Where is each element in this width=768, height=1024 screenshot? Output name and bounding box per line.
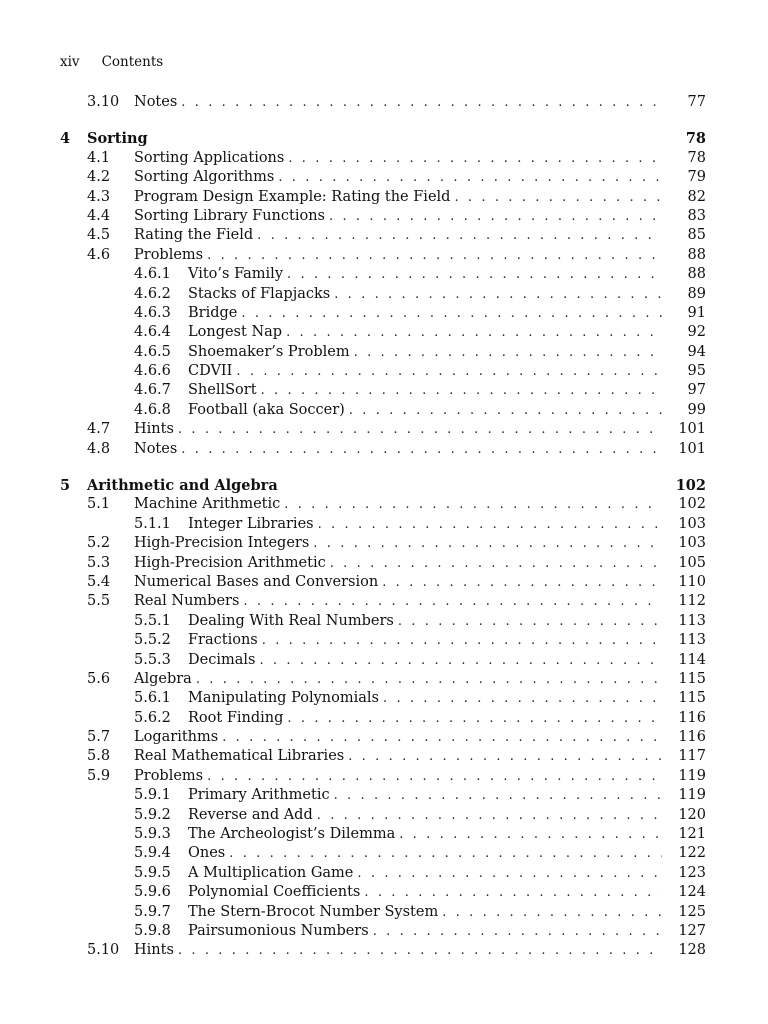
dot-leader (364, 883, 662, 902)
entry-number: 5.6 (87, 670, 111, 687)
entry-title: Polynomial Coefficients (188, 883, 364, 902)
entry-page-number: 82 (687, 188, 706, 205)
entry-number: 5.9.5 (134, 864, 171, 881)
toc-subsection-entry (60, 265, 706, 284)
entry-number: 4.6.3 (134, 304, 171, 321)
dot-leader (382, 573, 662, 592)
entry-page-number: 120 (678, 806, 706, 823)
dot-leader (241, 304, 662, 323)
entry-title: Problems (134, 246, 207, 265)
toc-subsection-entry (60, 362, 706, 381)
dot-leader (196, 670, 662, 689)
entry-title: Fractions (188, 631, 262, 650)
toc-subsection-entry (60, 786, 706, 805)
entry-title: Real Mathematical Libraries (134, 747, 348, 766)
toc-section-entry (60, 440, 706, 459)
dot-leader (313, 534, 662, 553)
dot-leader (261, 381, 662, 400)
entry-title: A Multiplication Game (188, 864, 357, 883)
entry-page-number: 89 (687, 285, 706, 302)
entry-page-number: 101 (678, 440, 706, 457)
toc-section-entry (60, 728, 706, 747)
entry-title: Decimals (188, 651, 259, 670)
entry-number: 5.8 (87, 748, 111, 765)
dot-leader (236, 362, 662, 381)
entry-number: 5.9 (87, 767, 111, 784)
entry-number: 4.6.1 (134, 266, 171, 283)
entry-page-number: 95 (687, 363, 706, 380)
toc-section-entry (60, 495, 706, 514)
entry-number: 5.5 (87, 593, 111, 610)
entry-page-number: 78 (687, 149, 706, 166)
entry-number: 4.2 (87, 169, 111, 186)
entry-number: 5.9.6 (134, 884, 171, 901)
dot-leader (329, 207, 662, 226)
dot-leader (181, 93, 662, 112)
dot-leader (178, 420, 662, 439)
dot-leader (288, 149, 662, 168)
entry-number: 4.6.8 (134, 401, 171, 418)
entry-page-number: 119 (678, 787, 706, 804)
toc-subsection-entry (60, 612, 706, 631)
entry-page-number: 124 (678, 884, 706, 901)
entry-page-number: 115 (678, 690, 706, 707)
toc-section-entry (60, 168, 706, 187)
toc-subsection-entry (60, 304, 706, 323)
entry-number: 5.6.1 (134, 690, 171, 707)
toc-section-entry (60, 246, 706, 265)
toc-subsection-entry (60, 844, 706, 863)
dot-leader (354, 343, 662, 362)
dot-leader (229, 844, 662, 863)
entry-title: Sorting Applications (134, 149, 288, 168)
dot-leader (207, 246, 662, 265)
entry-title: Arithmetic and Algebra (87, 476, 282, 495)
entry-number: 5.5.2 (134, 632, 171, 649)
toc-section-entry (60, 767, 706, 786)
table-of-contents (60, 93, 706, 961)
entry-page-number: 123 (678, 864, 706, 881)
entry-page-number: 79 (687, 169, 706, 186)
entry-title: Root Finding (188, 709, 287, 728)
entry-page-number: 125 (678, 903, 706, 920)
entry-page-number: 83 (687, 207, 706, 224)
entry-page-number: 97 (687, 382, 706, 399)
entry-title: Real Numbers (134, 592, 243, 611)
entry-page-number: 103 (678, 535, 706, 552)
entry-page-number: 116 (678, 729, 706, 746)
running-head (60, 54, 163, 70)
toc-subsection-entry (60, 651, 706, 670)
entry-title: Machine Arithmetic (134, 495, 284, 514)
dot-leader (317, 806, 662, 825)
page-number: xiv (60, 54, 80, 70)
entry-title: Bridge (188, 304, 241, 323)
dot-leader (348, 747, 662, 766)
entry-number: 5.2 (87, 535, 111, 552)
toc-subsection-entry (60, 825, 706, 844)
entry-number: 4 (60, 130, 71, 148)
dot-leader (222, 728, 662, 747)
entry-number: 5.1.1 (134, 515, 171, 532)
dot-leader (243, 592, 662, 611)
entry-title: Problems (134, 767, 207, 786)
entry-page-number: 101 (678, 421, 706, 438)
entry-number: 5.9.7 (134, 903, 171, 920)
toc-subsection-entry (60, 323, 706, 342)
entry-title: The Archeologist’s Dilemma (188, 825, 399, 844)
entry-number: 4.8 (87, 440, 111, 457)
entry-title: Ones (188, 844, 229, 863)
entry-number: 5.7 (87, 729, 111, 746)
entry-page-number: 122 (678, 845, 706, 862)
entry-number: 5.3 (87, 554, 111, 571)
dot-leader (357, 864, 662, 883)
entry-title: Primary Arithmetic (188, 786, 334, 805)
entry-title: Integer Libraries (188, 515, 318, 534)
toc-section-entry (60, 226, 706, 245)
entry-number: 4.4 (87, 207, 111, 224)
entry-number: 5.10 (87, 942, 120, 959)
toc-subsection-entry (60, 922, 706, 941)
dot-leader (181, 440, 662, 459)
entry-number: 4.6.4 (134, 324, 171, 341)
entry-number: 5.9.4 (134, 845, 171, 862)
dot-leader (207, 767, 662, 786)
entry-title: Program Design Example: Rating the Field (134, 188, 454, 207)
entry-page-number: 115 (678, 670, 706, 687)
entry-title: The Stern-Brocot Number System (188, 903, 442, 922)
entry-number: 4.6.5 (134, 343, 171, 360)
dot-leader (278, 168, 662, 187)
toc-subsection-entry (60, 515, 706, 534)
entry-number: 5.9.1 (134, 787, 171, 804)
toc-section-entry (60, 207, 706, 226)
dot-leader (442, 903, 662, 922)
entry-number: 5.9.3 (134, 826, 171, 843)
entry-title: High-Precision Arithmetic (134, 554, 330, 573)
entry-page-number: 92 (687, 324, 706, 341)
entry-page-number: 103 (678, 515, 706, 532)
entry-number: 4.6.2 (134, 285, 171, 302)
entry-page-number: 102 (675, 477, 706, 495)
entry-page-number: 88 (687, 246, 706, 263)
entry-page-number: 102 (678, 496, 706, 513)
dot-leader (286, 323, 662, 342)
entry-page-number: 88 (687, 266, 706, 283)
dot-leader (257, 226, 662, 245)
toc-subsection-entry (60, 864, 706, 883)
toc-section-entry (60, 188, 706, 207)
dot-leader (259, 651, 662, 670)
toc-section-entry (60, 748, 706, 767)
entry-number: 4.3 (87, 188, 111, 205)
entry-page-number: 117 (678, 748, 706, 765)
entry-title: Sorting (87, 129, 152, 148)
entry-number: 4.7 (87, 421, 111, 438)
entry-title: Dealing With Real Numbers (188, 612, 398, 631)
dot-leader (373, 922, 662, 941)
toc-section-entry (60, 149, 706, 168)
dot-leader (330, 554, 662, 573)
entry-page-number: 112 (678, 593, 706, 610)
toc-section-entry (60, 554, 706, 573)
toc-subsection-entry (60, 401, 706, 420)
entry-title: Notes (134, 93, 181, 112)
entry-page-number: 114 (678, 651, 706, 668)
entry-page-number: 77 (687, 93, 706, 110)
entry-page-number: 99 (687, 401, 706, 418)
entry-title: Algebra (134, 670, 196, 689)
toc-subsection-entry (60, 381, 706, 400)
entry-page-number: 113 (678, 612, 706, 629)
entry-number: 4.6.7 (134, 382, 171, 399)
toc-section-entry (60, 573, 706, 592)
running-title: Contents (101, 54, 164, 70)
dot-leader (398, 612, 662, 631)
dot-leader (349, 401, 662, 420)
entry-title: Logarithms (134, 728, 222, 747)
dot-leader (287, 265, 662, 284)
entry-title: CDVII (188, 362, 236, 381)
toc-section-entry (60, 93, 706, 112)
entry-title: Sorting Algorithms (134, 168, 278, 187)
toc-section-entry (60, 941, 706, 960)
entry-number: 5.4 (87, 573, 111, 590)
entry-number: 4.6.6 (134, 363, 171, 380)
entry-title: Hints (134, 420, 178, 439)
entry-title: Vito’s Family (188, 265, 287, 284)
toc-subsection-entry (60, 285, 706, 304)
entry-number: 4.5 (87, 227, 111, 244)
entry-title: High-Precision Integers (134, 534, 313, 553)
entry-page-number: 121 (678, 826, 706, 843)
entry-page-number: 110 (678, 573, 706, 590)
entry-title: Numerical Bases and Conversion (134, 573, 382, 592)
entry-title: Reverse and Add (188, 806, 317, 825)
entry-page-number: 119 (678, 767, 706, 784)
entry-page-number: 105 (678, 554, 706, 571)
toc-subsection-entry (60, 709, 706, 728)
toc-section-entry (60, 534, 706, 553)
entry-number: 4.6 (87, 246, 111, 263)
entry-number: 5.6.2 (134, 709, 171, 726)
entry-title: Hints (134, 941, 178, 960)
entry-title: Shoemaker’s Problem (188, 343, 354, 362)
dot-leader (262, 631, 662, 650)
toc-subsection-entry (60, 883, 706, 902)
entry-title: Pairsumonious Numbers (188, 922, 373, 941)
entry-number: 5 (60, 477, 71, 495)
toc-subsection-entry (60, 689, 706, 708)
toc-section-entry (60, 670, 706, 689)
dot-leader (287, 709, 662, 728)
toc-section-entry (60, 420, 706, 439)
dot-leader (334, 285, 662, 304)
entry-title: Longest Nap (188, 323, 286, 342)
entry-number: 5.9.8 (134, 923, 171, 939)
entry-title: Notes (134, 440, 181, 459)
dot-leader (178, 941, 662, 960)
entry-page-number: 94 (687, 343, 706, 360)
dot-leader (454, 188, 662, 207)
entry-title: Manipulating Polynomials (188, 689, 383, 708)
toc-section-entry (60, 592, 706, 611)
toc-chapter-entry (60, 129, 706, 148)
dot-leader (383, 689, 662, 708)
toc-subsection-entry (60, 631, 706, 650)
entry-page-number: 113 (678, 632, 706, 649)
entry-number: 5.1 (87, 496, 111, 513)
entry-number: 5.9.2 (134, 806, 171, 823)
entry-number: 5.5.1 (134, 612, 171, 629)
entry-page-number: 91 (687, 304, 706, 321)
dot-leader (399, 825, 662, 844)
entry-page-number: 78 (685, 130, 706, 148)
entry-number: 5.5.3 (134, 651, 171, 668)
entry-number: 3.10 (87, 93, 120, 110)
toc-subsection-entry (60, 806, 706, 825)
entry-title: Sorting Library Functions (134, 207, 329, 226)
entry-title: Stacks of Flapjacks (188, 285, 334, 304)
entry-title: Rating the Field (134, 226, 257, 245)
toc-subsection-entry (60, 343, 706, 362)
entry-title: ShellSort (188, 381, 261, 400)
dot-leader (284, 495, 662, 514)
entry-page-number: 128 (678, 942, 706, 959)
entry-page-number: 85 (687, 227, 706, 244)
entry-page-number: 127 (678, 923, 706, 939)
toc-chapter-entry (60, 476, 706, 495)
entry-number: 4.1 (87, 149, 111, 166)
entry-title: Football (aka Soccer) (188, 401, 349, 420)
entry-page-number: 116 (678, 709, 706, 726)
dot-leader (334, 786, 662, 805)
dot-leader (318, 515, 662, 534)
toc-subsection-entry (60, 903, 706, 922)
